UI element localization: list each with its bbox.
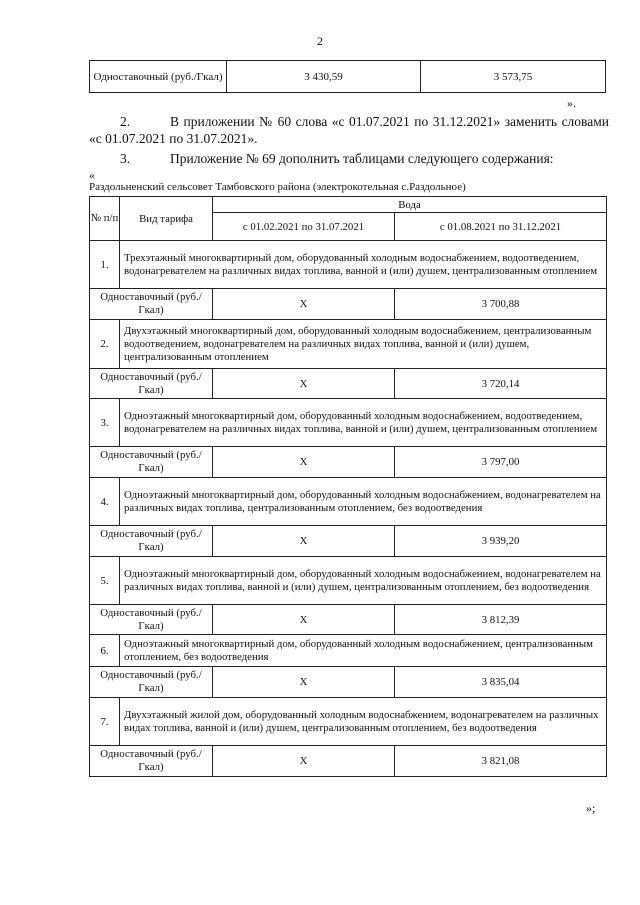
row-number: 7. [90, 698, 120, 746]
row-number: 1. [90, 241, 120, 289]
value-period-1: Х [213, 526, 395, 557]
tariff-cell: Одноставочный (руб./Гкал) [90, 61, 227, 93]
value-cell: 3 573,75 [421, 61, 606, 93]
housing-description: Одноэтажный многоквартирный дом, оборудованный холодным водоснабжением, водоотведением, водонагревателем на различных видах топлива, ванной и (или) душем, централизованным отоплением [120, 399, 607, 447]
tariff-row [90, 447, 607, 478]
tariff-type: Одноставочный (руб./Гкал) [90, 746, 213, 777]
page-number: 2 [317, 34, 323, 48]
housing-description: Одноэтажный многоквартирный дом, оборудованный холодным водоснабжением, водонагревателем на различных видах топлива, централизованным отоплением, без водоотведения [120, 478, 607, 526]
tariff-type: Одноставочный (руб./Гкал) [90, 289, 213, 320]
housing-description: Одноэтажный многоквартирный дом, оборудованный холодным водоснабжением, водонагревателем на различных видах топлива, ванной и (или) душем, централизованным отоплением, без водоотведения [120, 557, 607, 605]
value-period-2: 3 835,04 [395, 667, 607, 698]
value-period-1: Х [213, 746, 395, 777]
description-row [90, 635, 607, 667]
header-period-2: с 01.08.2021 по 31.12.2021 [395, 213, 607, 241]
row-number: 5. [90, 557, 120, 605]
row-number: 2. [90, 320, 120, 369]
description-row [90, 320, 607, 369]
table-row [90, 61, 606, 93]
description-row [90, 698, 607, 746]
value-period-2: 3 797,00 [395, 447, 607, 478]
header-number: № п/п [90, 197, 120, 241]
table-header-row [90, 197, 607, 213]
housing-description: Одноэтажный многоквартирный дом, оборудованный холодным водоснабжением, централизованным отоплением, без водоотведения [120, 635, 607, 667]
tariff-type: Одноставочный (руб./Гкал) [90, 605, 213, 635]
row-number: 6. [90, 635, 120, 667]
tariff-type: Одноставочный (руб./Гкал) [90, 447, 213, 478]
row-number: 4. [90, 478, 120, 526]
tariff-type: Одноставочный (руб./Гкал) [90, 369, 213, 399]
description-row [90, 478, 607, 526]
header-water: Вода [213, 197, 607, 213]
tariff-row [90, 289, 607, 320]
value-period-1: Х [213, 605, 395, 635]
housing-description: Трехэтажный многоквартирный дом, оборудованный холодным водоснабжением, водоотведением, водонагревателем на различных видах топлива, ванной и (или) душем, централизованным отоплением [120, 241, 607, 289]
value-period-2: 3 700,88 [395, 289, 607, 320]
value-period-2: 3 821,08 [395, 746, 607, 777]
tariff-row [90, 667, 607, 698]
close-quote: ». [567, 96, 576, 110]
tariff-type: Одноставочный (руб./Гкал) [90, 667, 213, 698]
value-period-2: 3 939,20 [395, 526, 607, 557]
paragraph-2 [89, 113, 609, 147]
previous-table-tail [89, 60, 606, 93]
tariff-row [90, 746, 607, 777]
value-period-2: 3 720,14 [395, 369, 607, 399]
value-period-1: Х [213, 667, 395, 698]
value-period-2: 3 812,39 [395, 605, 607, 635]
value-cell: 3 430,59 [227, 61, 421, 93]
closing-quote: »; [586, 801, 596, 815]
header-tariff-type: Вид тарифа [120, 197, 213, 241]
value-period-1: Х [213, 447, 395, 478]
description-row [90, 241, 607, 289]
header-period-1: с 01.02.2021 по 31.07.2021 [213, 213, 395, 241]
value-period-1: Х [213, 289, 395, 320]
tariff-table [89, 196, 607, 777]
housing-description: Двухэтажный многоквартирный дом, оборудованный холодным водоснабжением, централизованным водоотведением, водонагревателем на различных видах топлива, ванной и (или) душем, централизованным отоплением [120, 320, 607, 369]
description-row [90, 399, 607, 447]
housing-description: Двухэтажный жилой дом, оборудованный холодным водоснабжением, водонагревателем на различных видах топлива, ванной и (или) душем, централизованным отоплением, без водоотведения [120, 698, 607, 746]
value-period-1: Х [213, 369, 395, 399]
tariff-row [90, 605, 607, 635]
tariff-row [90, 369, 607, 399]
tariff-type: Одноставочный (руб./Гкал) [90, 526, 213, 557]
paragraph-3 [89, 150, 609, 167]
paragraph-text: Приложение № 69 дополнить таблицами следующего содержания: [170, 151, 554, 166]
paragraph-text: В приложении № 60 слова «с 01.07.2021 по 31.12.2021» заменить словами «с 01.07.2021 по 31.07.2021». [89, 114, 609, 146]
row-number: 3. [90, 399, 120, 447]
paragraph-number: 3. [120, 151, 131, 166]
paragraph-number: 2. [120, 114, 131, 129]
tariff-row [90, 526, 607, 557]
open-quote: « [89, 168, 95, 182]
table-caption: Раздольненский сельсовет Тамбовского района (электрокотельная с.Раздольное) [89, 181, 466, 193]
description-row [90, 557, 607, 605]
